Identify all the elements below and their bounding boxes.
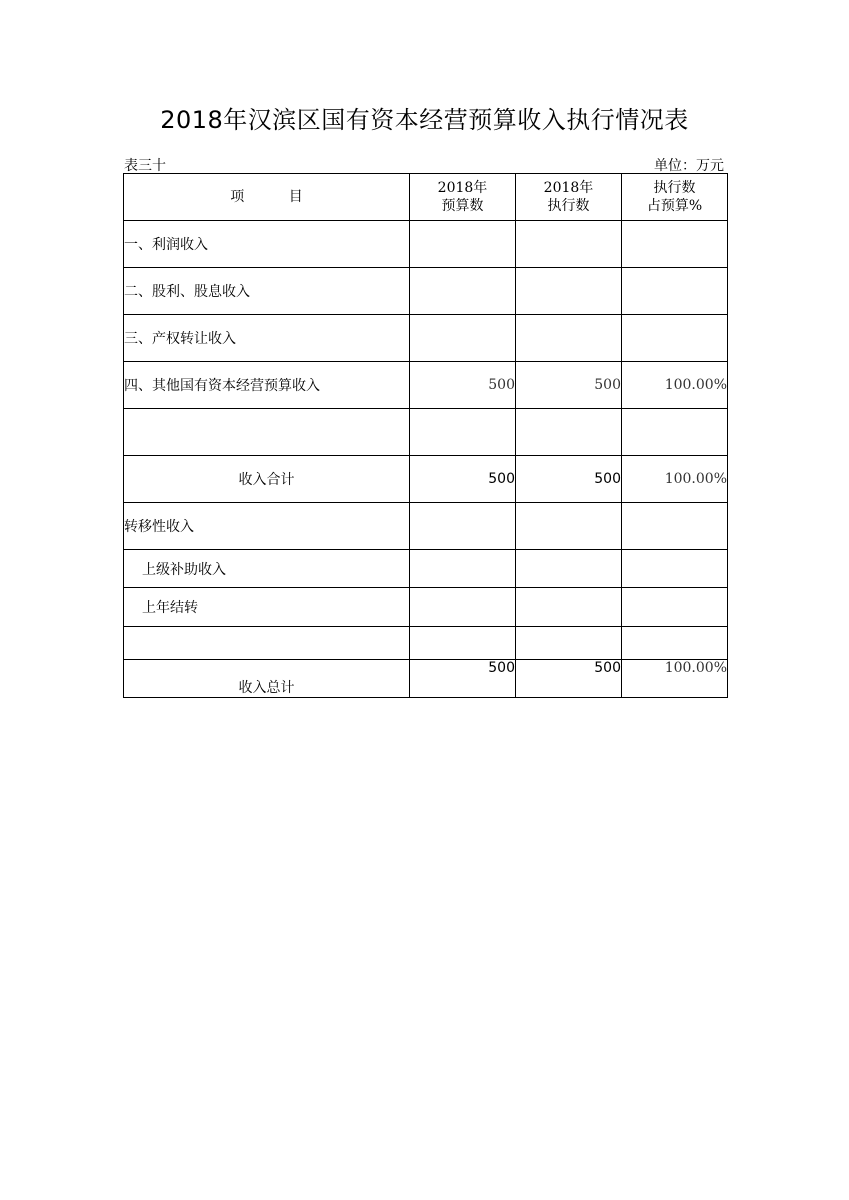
table-row (124, 221, 728, 268)
row-item: 上级补助收入 (124, 550, 410, 588)
header-row (124, 174, 728, 221)
row-ratio: 100.00% (622, 362, 728, 409)
row-ratio (622, 503, 728, 550)
row-budget: 500 (410, 362, 516, 409)
header-ratio-line2: 占预算% (646, 198, 703, 214)
row-budget: 500 (410, 456, 516, 503)
row-exec (516, 627, 622, 660)
row-exec (516, 268, 622, 315)
table-row-total (124, 660, 728, 698)
row-exec (516, 588, 622, 627)
row-budget (410, 503, 516, 550)
row-item (124, 627, 410, 660)
row-exec (516, 221, 622, 268)
table-row (124, 362, 728, 409)
row-ratio (622, 627, 728, 660)
row-exec (516, 315, 622, 362)
row-budget (410, 221, 516, 268)
row-ratio: 100.00% (622, 660, 728, 698)
row-ratio (622, 588, 728, 627)
row-exec: 500 (516, 456, 622, 503)
row-item: 二、股利、股息收入 (124, 268, 410, 315)
row-item: 四、其他国有资本经营预算收入 (124, 362, 410, 409)
table-row (124, 588, 728, 627)
row-ratio (622, 409, 728, 456)
row-item: 一、利润收入 (124, 221, 410, 268)
row-item: 转移性收入 (124, 503, 410, 550)
row-exec: 500 (516, 362, 622, 409)
page-title: 2018年汉滨区国有资本经营预算收入执行情况表 (160, 106, 689, 134)
header-budget-line1: 2018年 (437, 180, 488, 196)
unit-label: 单位：万元 (654, 158, 724, 174)
row-item: 收入合计 (124, 456, 410, 503)
row-exec (516, 409, 622, 456)
row-ratio: 100.00% (622, 456, 728, 503)
table-row (124, 627, 728, 660)
row-budget (410, 268, 516, 315)
row-ratio (622, 315, 728, 362)
row-item: 收入总计 (124, 660, 410, 698)
row-exec: 500 (516, 660, 622, 698)
row-exec (516, 550, 622, 588)
row-ratio (622, 221, 728, 268)
header-item-label: 项 目 (230, 189, 303, 205)
table-row (124, 409, 728, 456)
row-budget (410, 588, 516, 627)
row-budget (410, 550, 516, 588)
row-item (124, 409, 410, 456)
header-item (124, 174, 410, 221)
table-row (124, 550, 728, 588)
row-ratio (622, 268, 728, 315)
row-item: 上年结转 (124, 588, 410, 627)
row-budget: 500 (410, 660, 516, 698)
revenue-table (123, 173, 728, 698)
header-ratio-line1: 执行数 (653, 180, 696, 196)
row-item: 三、产权转让收入 (124, 315, 410, 362)
row-budget (410, 409, 516, 456)
header-budget-line2: 预算数 (441, 198, 484, 214)
header-ratio (622, 174, 728, 221)
table-row-subtotal (124, 456, 728, 503)
header-exec (516, 174, 622, 221)
table-row (124, 503, 728, 550)
table-row (124, 315, 728, 362)
row-exec (516, 503, 622, 550)
row-budget (410, 627, 516, 660)
table-row (124, 268, 728, 315)
header-exec-line2: 执行数 (547, 198, 590, 214)
row-budget (410, 315, 516, 362)
header-exec-line1: 2018年 (543, 180, 594, 196)
row-ratio (622, 550, 728, 588)
table-number: 表三十 (124, 158, 166, 174)
header-budget (410, 174, 516, 221)
